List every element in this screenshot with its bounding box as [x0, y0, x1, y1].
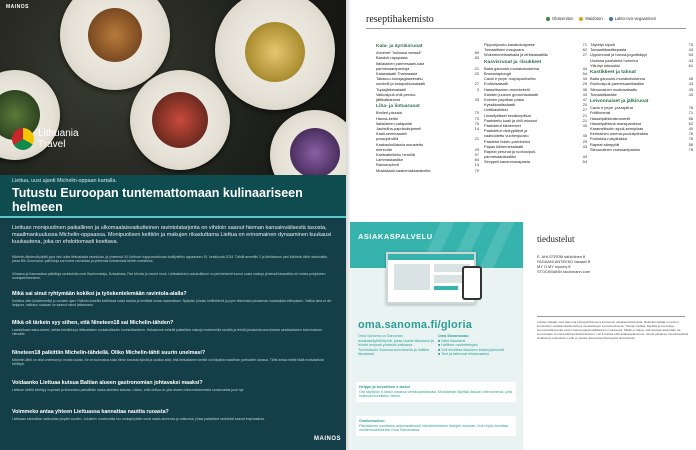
- legend-label: Maidoton: [585, 16, 603, 21]
- recipe-page-number: 61: [688, 62, 693, 68]
- body-paragraph: Laadukkaat raaka-aineet, tarkka tekniikka ja liettualaisen ruokakulttuurin kunnioittaminen. Halusimme esitellä paikallisia makuja moderneilla tavoilla ja tehdä jokaisesta annoksesta ainutlaatuisen kokemuksen vieraalle.: [12, 328, 322, 337]
- recipe-name: parmesaanikastike: [484, 154, 517, 160]
- index-title: reseptihakemisto: [366, 14, 434, 25]
- interview-question: Nineteen18 palkittiin Michelin-tähdellä. Oliko Michelin-tähti suurin unelmasi?: [12, 350, 206, 356]
- recipe-name: Tomaattinen maupuara: [484, 47, 524, 53]
- recipe-page-number: 29: [474, 146, 479, 152]
- recipe-name: Paahdettu kuali ja chili-misosoi: [484, 117, 538, 123]
- service-features-title: Oma Sanomassa:: [438, 334, 469, 338]
- recipe-name: vaahdotettu vuohenjuusto: [484, 133, 529, 139]
- recipe-page-number: 75: [688, 42, 693, 47]
- index-section-heading: Kastikkeet ja tahnat: [590, 70, 636, 76]
- recipe-name: Mustakaali-naakemakkarakeitto: [376, 167, 431, 173]
- recipe-name: Tomaattikastikepasta: [590, 47, 627, 53]
- service-url-link[interactable]: oma.sanoma.fi/gloria: [358, 319, 473, 331]
- interview-question: Voidaanko Liettuaa kutsua Baltian alueen gastronomian johtavaksi maaksi?: [12, 380, 203, 386]
- interview-question: Mikä oli tärkein syy siihen, että Nineteen18 sai Michelin-tähden?: [12, 320, 174, 326]
- recipe-page-number: 43: [582, 91, 587, 97]
- recipe-page-number: 54: [688, 52, 693, 58]
- title-rule: [366, 28, 686, 29]
- index-entry: [590, 92, 693, 97]
- index-entry: [590, 63, 693, 68]
- recipe-name: Ranuanpihvit: [376, 162, 399, 168]
- recipe-page-number: 40: [582, 123, 587, 129]
- recipe-page-number: 54: [582, 159, 587, 165]
- index-section-heading: Leivonnaiset ja jälkiruoat: [590, 99, 649, 105]
- recipe-name: Hasselbacken-murekekeiti: [484, 86, 530, 92]
- legend-dot-icon: [579, 17, 583, 21]
- recipe-page-number: 58: [688, 141, 693, 147]
- service-feature-item: ■ Voit ilmoittaa tilauksen keskeytyksestä: [438, 347, 504, 352]
- recipe-page-number: 27: [582, 107, 587, 113]
- recipe-name: Italialainen parmesaani-kala: [376, 60, 425, 66]
- recipe-name: Lammaskastike: [376, 157, 404, 163]
- recipe-page-number: 71: [688, 110, 693, 116]
- recipe-name: Hasselpähkinäkronentit: [590, 115, 631, 121]
- e-invoice-text: Ota käyttöön e-lasku omassa verkkopankissasi. Muistathan käyttää laskusi viitenumeroa, jotta maksusi kohdistuu oikein.: [359, 389, 513, 399]
- recipe-name: Tabasco-hunajaglaseerattu: [376, 76, 423, 82]
- recipe-name: Tomaattikastike: [590, 91, 617, 97]
- index-column-1: [376, 42, 479, 173]
- recipe-name: Kalasalaatti Thaimaasta: [376, 71, 418, 77]
- recipe-name: Kaali-seminaadeli: [376, 131, 407, 137]
- service-features: [438, 334, 516, 357]
- recipe-name: Fritillinnerat: [590, 110, 611, 116]
- recipe-page-number: 43: [688, 81, 693, 87]
- recipe-name: Baba ganoush-munakoisotahna: [590, 76, 645, 82]
- recipe-page-number: 84: [474, 157, 479, 163]
- dish-image: [290, 128, 340, 175]
- recipe-page-number: 76: [688, 131, 693, 137]
- index-section-heading: Liha- ja lintuaruoat: [376, 104, 420, 110]
- recipe-page-number: 14: [474, 126, 479, 132]
- recipe-name: Bandoli-rapupasta: [376, 55, 408, 61]
- legend-dot-icon: [609, 17, 613, 21]
- interview-question: Voimmeko antaa yhteen Liettuassa kannattaa nauttia ruoasta?: [12, 409, 169, 415]
- recipe-page-number: 43: [688, 57, 693, 63]
- ad-label: MAINOS: [6, 4, 29, 10]
- recipe-name: Endiivisalaatti: [484, 81, 508, 87]
- recipe-name: Tuplajärkesalaatti: [376, 86, 407, 92]
- body-paragraph: Kokkina olen työskennellyt jo vuosien ajan. Halusin kokeilla keittiössä uusia asioita ja kehittää omaa osaamistani. Nykyisin johdan keittiötiimiä ja pyrin tekemään jokaisesta ruokalajista elämyksen. Vaikka aina ei ole helppoa, rakkaus ruokaan on saanut minut jatkamaan.: [12, 299, 332, 308]
- service-feature-item: ■ Hallitset osoitetietojasi: [438, 343, 478, 348]
- intro-paragraph: Liettuan monipuolinen paikallinen ja ulkomaalaisvaikutteinen ravintolatarjonta on vihdoin saanut hieman kansainvälisestä tasosta, maailmankuulussa Michelin-oppaassa. Monipuolisen keittiön ja makujen rikastuttama Liettua on erinomainen dynaaminen kuukausi kuukautena, joka on ehdottomasti koettava.: [12, 225, 332, 245]
- index-entry: [590, 147, 693, 152]
- lithuania-travel-logo-icon: [12, 128, 34, 150]
- legend-item: [609, 16, 656, 21]
- privacy-notice: Lehden tilaajat ovat Sanoma Lifestyle/Sanoma-konsernin asiakasrekisterissä. Rekisterinpitäjä on tehnyt ilmoituksen asiakasrekisteristä ja osoitetietojen luovuttamisesta. Tietoja voidaan käyttää ja luovuttaa suoramarkkinointia varten tietosuojalainsäädännön mukaisesti. Mikäli et halua, että tietojasi käytetään tai luovutetaan suoramarkkinointitarkoituksiin, voit ilmoittaa siitä asiakaspalveluun. Gloria julkaisee toimituksellista sisältöä ja mainoksia. Lehti ei vastaa tilaamatta lähetetyistä aineistoista.: [537, 320, 689, 341]
- recipe-name: Baba ganoush-munakoisotahna: [484, 65, 539, 71]
- recipe-name: Sitruunainen nuotiosalaattu: [590, 86, 638, 92]
- brand-name-line2: Travel: [38, 139, 66, 150]
- recipe-page-number: 43: [582, 154, 587, 160]
- recipe-page-number: 45: [688, 76, 693, 82]
- brand-name-line1: Lithuania: [38, 128, 79, 139]
- recipe-page-number: 33: [474, 97, 479, 103]
- recipe-name: Valkosipuli-chili-perota-: [376, 91, 416, 97]
- recipe-name: Kahden juuston gnocchisalaatti: [484, 91, 538, 97]
- advertisement-page: [0, 0, 346, 450]
- recipe-page-number: 57: [474, 152, 479, 158]
- ad-footer-label: MAINOS: [314, 436, 341, 442]
- recipe-page-number: 27: [474, 81, 479, 87]
- recipe-name: parmesaanipariroja: [376, 65, 410, 71]
- brand-logo: [38, 128, 79, 150]
- recipe-page-number: 21: [582, 112, 587, 118]
- address-change-box: [356, 416, 516, 436]
- recipe-name: Papas kikhernesalaatti: [484, 143, 524, 149]
- index-entry: [376, 168, 479, 173]
- inquiry-line: MY O MY myomy ff: [537, 264, 571, 269]
- recipe-name: Uunissa paahdetut hummus: [590, 57, 639, 63]
- recipe-name: Hanna-keitto: [376, 115, 399, 121]
- subheading: Liettua, uusi ajanti Michelin-oppaan kartalla.: [12, 178, 117, 184]
- recipe-name: entrecôte: [376, 146, 393, 152]
- legend-label: Lakto-ovo-vegaaninen: [614, 16, 657, 21]
- recipe-name: jättikatkaravut: [376, 97, 401, 103]
- inquiry-line: E. AHLSTRÖM sähköinen ff: [537, 254, 586, 259]
- recipe-page-number: 45: [582, 86, 587, 92]
- inquiry-line: FAGAANI ANTEKKO fasaani ff: [537, 259, 591, 264]
- recipe-page-number: 40: [688, 126, 693, 132]
- recipe-name: Cacio e pepe -pizzapiirat: [590, 105, 633, 111]
- service-feature-item: ■ Teet ja tallennat reklamaation: [438, 352, 490, 357]
- recipe-page-number: 69: [474, 50, 479, 56]
- index-section-heading: Kasvisruoat ja -lisukkeet: [484, 59, 542, 65]
- phone-illustration: [462, 266, 482, 300]
- recipe-name: Italialainen patapaisti: [376, 120, 413, 126]
- recipe-name: Kermainen omena-puolukpiirakka: [590, 131, 648, 137]
- index-section-heading: Kala- ja äyriäisruoat: [376, 44, 423, 49]
- body-paragraph: Michelin-tähti on ollut unelmani jo monta vuotta. Se on tunnustus koko tiimin kovasta työstä ja osoitus siitä, että liettualainen keittiö voi kilpailla maailman parhaiden kanssa. Tähti antaa meille lisää motivaatiota kehittyä.: [12, 358, 324, 367]
- service-description: Oma Sanoma on Sanoman asiakaskäyttöliittymä, jossa hoidat tilauksesi ja lehdet helposti yhdessä paikassa. Tunnistaudu Sanoma-tunnuksella ja hallitse tilauksiasi.: [358, 334, 434, 357]
- recipe-name: Kaakaokuillassla maustettu: [376, 141, 424, 147]
- recipe-name: Cacio e pepe -voipapuohsetto: [484, 76, 536, 82]
- diet-legend: [546, 16, 656, 21]
- inquiries-panel: [523, 222, 696, 450]
- inquiries-title: tiedustelut: [537, 234, 575, 244]
- recipe-page-number: 43: [688, 91, 693, 97]
- recipe-page-number: 3: [476, 86, 479, 92]
- recipe-page-number: 45: [582, 133, 587, 139]
- recipe-page-number: 62: [688, 120, 693, 126]
- legend-item: [579, 16, 602, 21]
- recipe-name: Linssityllikset kesäkurpitsat: [484, 112, 531, 118]
- body-paragraph: Vilnassa ja Kaunasissa palkittuja ravintoloita ovat Gastromanija, Dziaukstas, Pas Mumis ja monet muut. Liettualainen ruokakulttuuri on perinteisesti tuonut uusia makuja yhdessä tasavallan eri osista pohjoiseen ruokaperinteeseen.: [12, 272, 326, 281]
- recipe-name: Hasselpähkinä-marsipaniekut: [590, 120, 642, 126]
- recipe-name: Broileri-pizzata: [376, 110, 402, 116]
- recipe-name: Kolmen paprikan pasta: [484, 97, 524, 103]
- recipe-name: Pippurijuusto-kanaboloignese: [484, 42, 536, 47]
- recipe-page-number: 29: [582, 81, 587, 87]
- legend-dot-icon: [546, 17, 550, 21]
- recipe-name: Jauheliha-paprikakirjamell: [376, 126, 421, 132]
- address-change-title: Osoitemuutos:: [359, 419, 386, 423]
- recipe-name: Uppomunat ja hanna-jogurttidippi: [590, 52, 648, 58]
- recipe-page-number: 70: [474, 110, 479, 116]
- body-paragraph: Michelin-tähdestä päätti jopa viisi uutta liettualaista ravintolaa, ja yhteensä 34 Liettuan huippuravintolaa sisällytettiin oppaaseen 19. kesäkuuta 2024. Tähtiä annettiin 2 ja tähtitasoon yksi Michelin-tähti ravintolalle, jossa Bib Gourmand -palkintoja sai kolme ravintolaa ja yhteensä kolmetoista tehtiin mainituksi.: [12, 255, 328, 264]
- index-entry: [484, 159, 587, 164]
- index-entry: [484, 52, 587, 57]
- address-change-text: Päivitämme osoitteesi automaattisesti Väestörekisterin tietojen mukaan. Voit myös ilmoittaa osoitemuutoksesta Oma Sanomassa.: [359, 423, 509, 433]
- recipe-name: Rapeat sämpylät: [590, 141, 620, 147]
- recipe-page-number: 21: [582, 117, 587, 123]
- recipe-name: Ahvenet "hullussa veessä": [376, 50, 422, 56]
- inquiry-line: STOCKMANN stockmann.com: [537, 269, 591, 274]
- recipe-page-number: 44: [582, 65, 587, 71]
- customer-service-title: ASIAKASPALVELU: [358, 232, 433, 241]
- interview-question: Mikä sai sinut ryhtymään kokiksi ja työskentelemään ravintola-alalla?: [12, 291, 187, 297]
- index-column-2: [484, 42, 587, 165]
- index-column-3: [590, 42, 693, 152]
- recipe-page-number: 76: [688, 146, 693, 152]
- recipe-page-number: 47: [582, 97, 587, 103]
- recipe-page-number: 20: [582, 102, 587, 108]
- recipe-name: Brunssiaptongit: [484, 71, 511, 77]
- recipe-name: Täytetyt sipulit: [590, 42, 615, 47]
- legend-item: [546, 16, 573, 21]
- dish-image: [88, 8, 142, 62]
- recipe-page-number: 70: [474, 120, 479, 126]
- recipe-page-number: 76: [688, 136, 693, 142]
- legend-label: Gluteeniton: [552, 16, 574, 21]
- index-entry: [376, 97, 479, 102]
- recipe-page-number: 21: [474, 65, 479, 71]
- dish-image: [245, 22, 305, 82]
- recipe-name: Karamellisoitu sipuli-semipiiras: [590, 126, 644, 132]
- recipe-name: sumbrill ja kalapuikkosalaatti: [376, 81, 426, 87]
- recipe-name: Kyssäkaalisalaatti: [484, 102, 515, 108]
- recipe-page-number: 27: [582, 52, 587, 58]
- body-paragraph: Liettuaan kannattaa matkustaa ympäri vuoden. Jokainen vuodenaika tuo ruokapöytään omat raaka-aineensa ja makunsa, joista paikalliset ravintolat saavat inspiraatiota.: [12, 417, 265, 421]
- recipe-name: Ruohosipuli-parmesaanikastike: [590, 81, 645, 87]
- inquiries-list: [537, 254, 687, 274]
- recipe-page-number: 83: [474, 55, 479, 61]
- recipe-page-number: 34: [582, 76, 587, 82]
- recipe-page-number: 45: [688, 86, 693, 92]
- e-invoice-box: [356, 382, 516, 402]
- service-feature-item: ■ Näet tilauksesi: [438, 338, 466, 343]
- recipe-name: Sitruunainen croissantpastos: [590, 146, 640, 152]
- recipe-name: Rapeat perunat ja ruohosipuli-: [484, 149, 537, 155]
- recipe-name: Puolukka-ruispiirakka: [590, 136, 627, 142]
- recipe-name: Wokmennetstarkalla ja lehtisalaattilla: [484, 52, 548, 58]
- recipe-page-number: 14: [474, 162, 479, 168]
- recipe-page-number: 21: [474, 136, 479, 142]
- recipe-page-number: 76: [688, 105, 693, 111]
- recipe-page-number: 70: [474, 167, 479, 173]
- e-invoice-title: Helppo ja turvallinen e-lasku!: [359, 385, 411, 389]
- recipe-name: Paahdetut viinirypäleet ja: [484, 128, 528, 134]
- recipe-page-number: 58: [688, 115, 693, 121]
- recipe-page-number: 43: [582, 143, 587, 149]
- recipe-name: Karitsakeikeku hernillä: [376, 152, 415, 158]
- recipe-name: Paistetut hoisin-portobellot: [484, 138, 530, 144]
- recipe-page-number: 20: [474, 71, 479, 77]
- recipe-page-number: 54: [582, 71, 587, 77]
- headline: Tutustu Euroopan tuntemattomaan kulinaariseen helmeen: [12, 186, 303, 214]
- recipe-page-number: 43: [688, 47, 693, 53]
- recipe-page-number: 73: [474, 115, 479, 121]
- recipe-name: possupihvillä: [376, 136, 399, 142]
- body-paragraph: Liettuan keittiö kehittyy nopeasti ja kiinnostus paikallisiin raaka-aineisiin kasvaa. Uskon, että Liettua on yksi alueen kiinnostavimmista ruokamaista juuri nyt.: [12, 388, 245, 392]
- dish-image: [152, 92, 208, 148]
- recipe-name: Ylituhyt tofuwokki: [590, 62, 621, 68]
- recipe-page-number: 62: [582, 47, 587, 53]
- recipe-name: Paahdetut kikherneet: [484, 123, 521, 129]
- recipe-name: Simppeli kananmunapasta: [484, 159, 530, 165]
- inquiries-rule: [537, 316, 685, 317]
- customer-service-panel: [350, 222, 523, 450]
- recipe-page-number: 29: [582, 138, 587, 144]
- recipe-page-number: 71: [582, 42, 587, 47]
- recipe-name: Linttikasiklissi: [484, 107, 508, 113]
